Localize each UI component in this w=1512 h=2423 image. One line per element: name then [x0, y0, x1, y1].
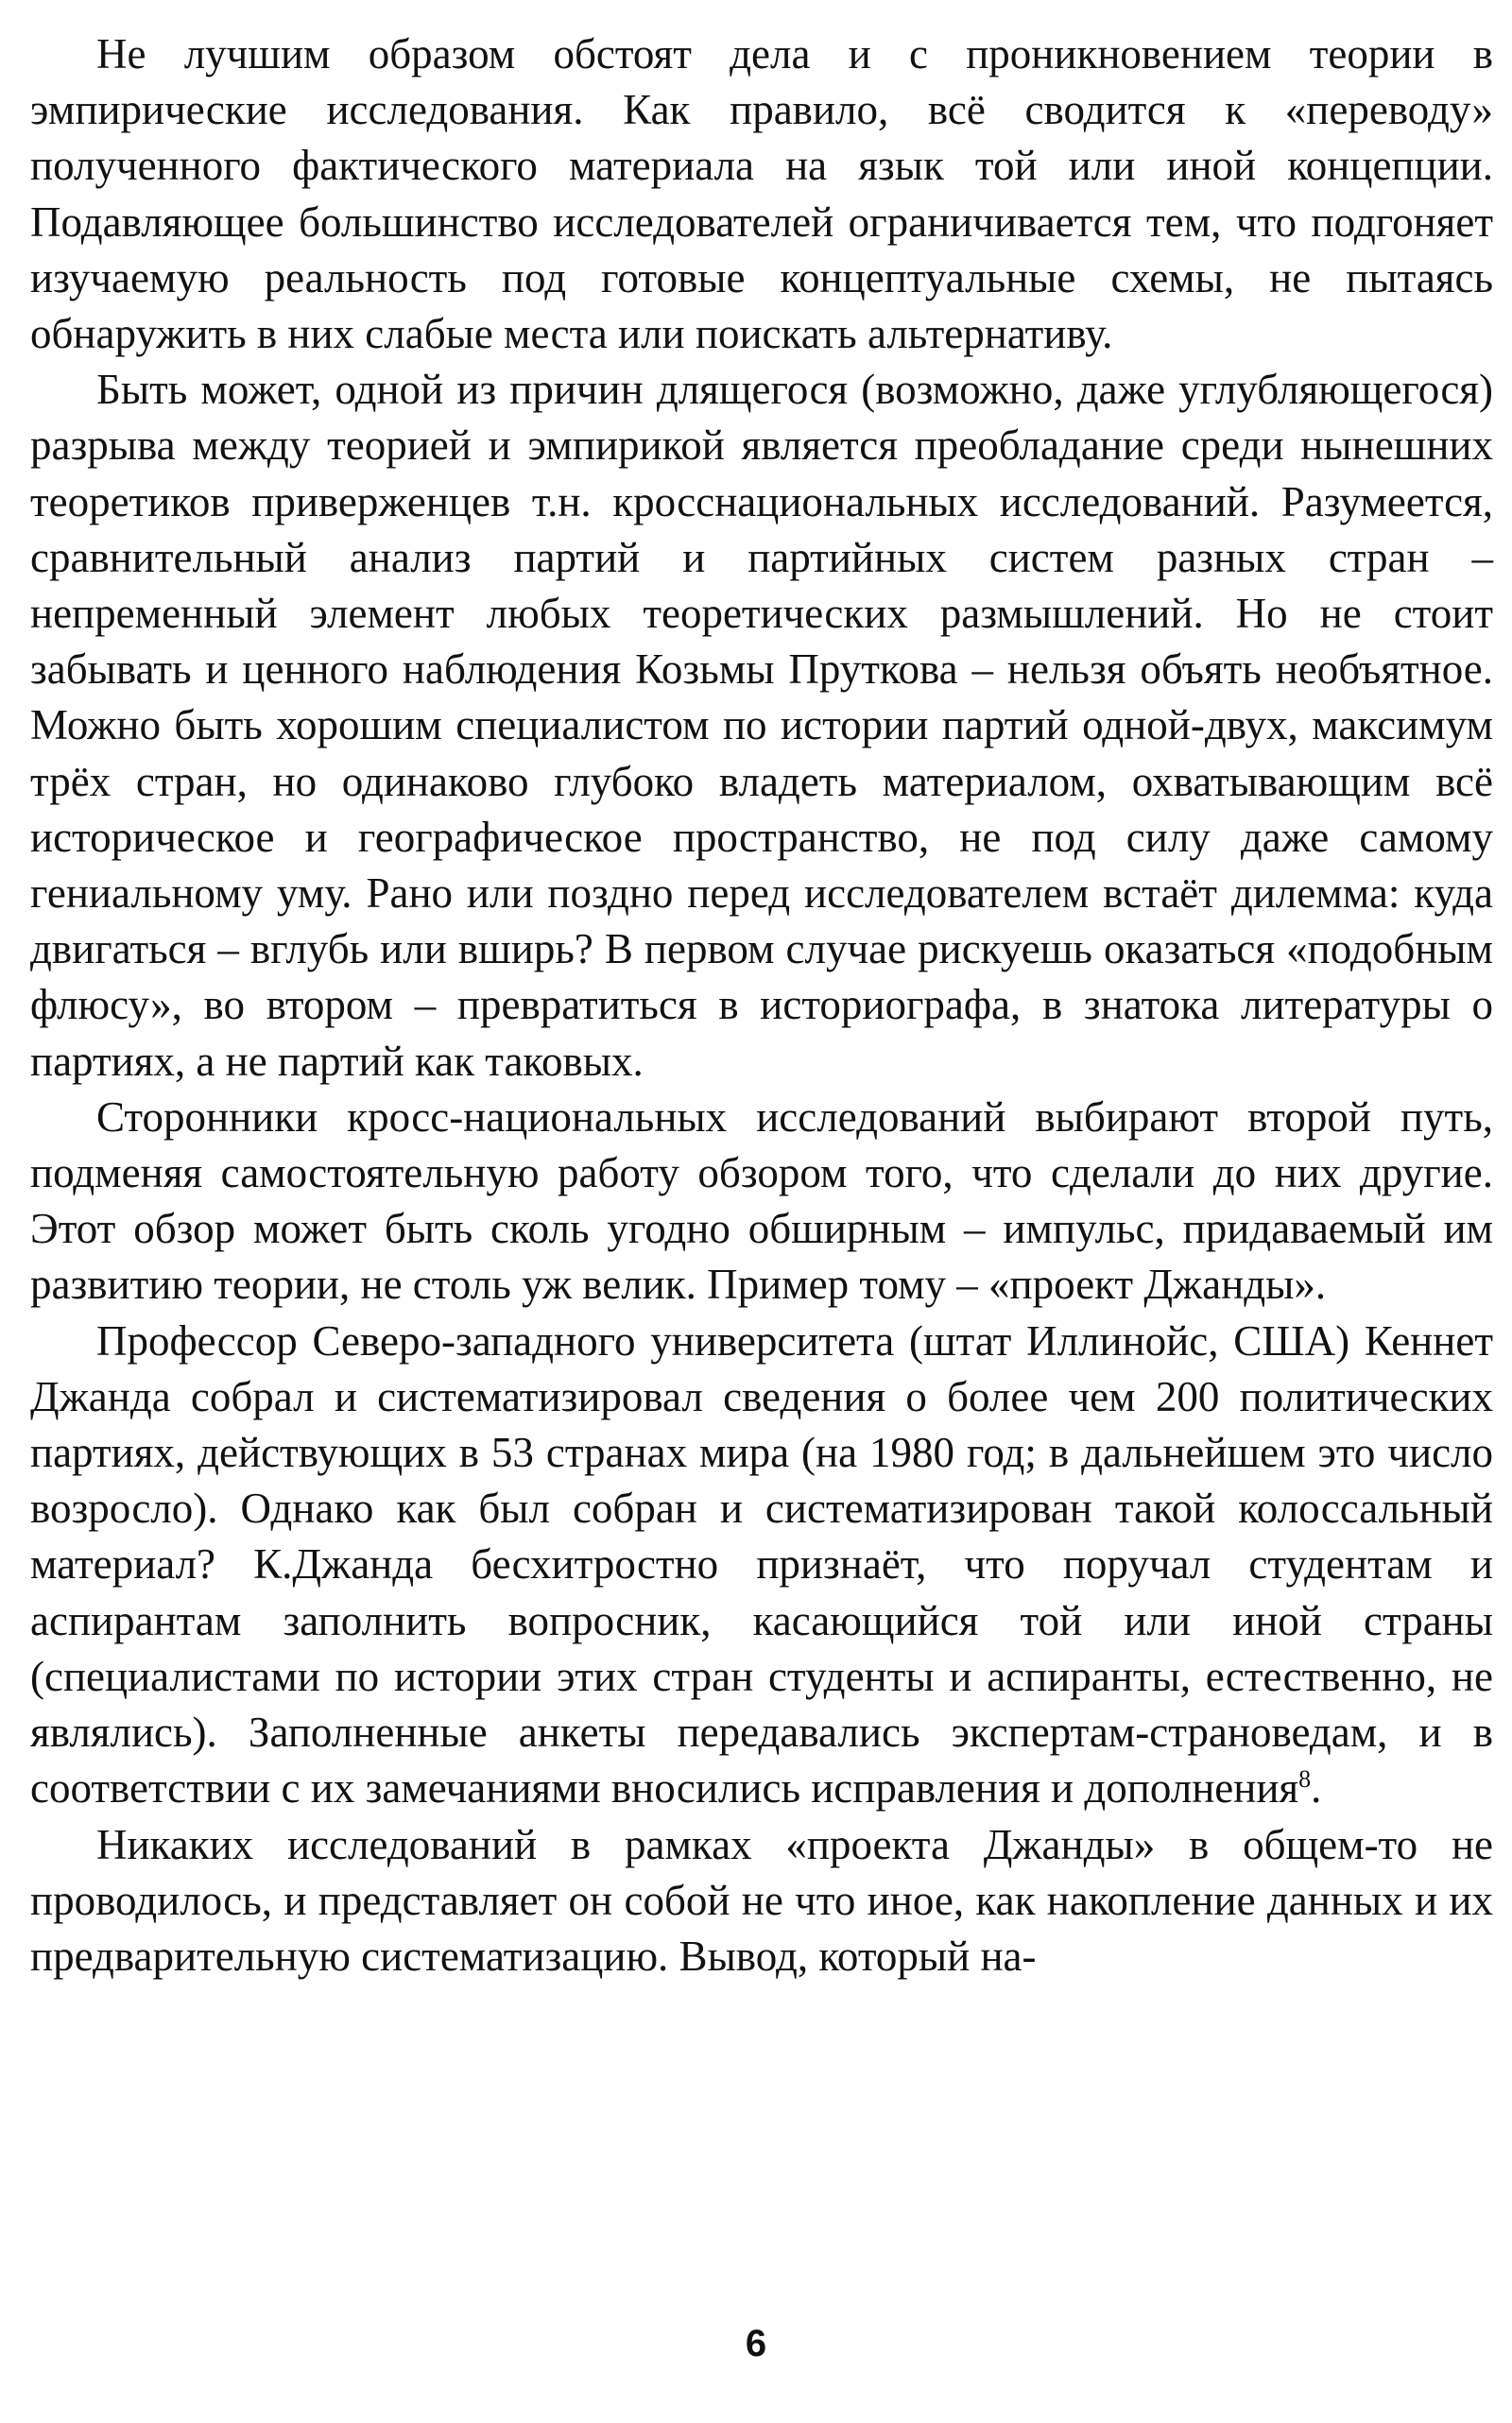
paragraph-4-text: Профессор Северо-западного университета (штат Иллинойс, США) Кеннет Джанда собрал и систематизировал сведения о более чем 200 политических партиях, действующих в 53 странах мира (на 1980 год; в дальнейшем это число возросло). Однако как был собран и систематизирован такой колоссальный материал? К.Джанда бесхитростно признаёт, что поручал студентам и аспирантам заполнить вопросник, касающийся той или иной страны (специалистами по истории этих стран студенты и аспиранты, естественно, не являлись). Заполненные анкеты передавались экспертам-страноведам, и в соответствии с их замечаниями вносились исправления и дополнения [30, 1316, 1493, 1813]
paragraph-3-text: Сторонники кросс-национальных исследований выбирают второй путь, подменяя самостоятельную работу обзором того, что сделали до них другие. Этот обзор может быть сколь угодно обширным – импульс, придаваемый им развитию теории, не столь уж велик. Пример тому – «проект Джанды». [30, 1092, 1493, 1309]
paragraph-5-text: Никаких исследований в рамках «проекта Джанды» в общем-то не проводилось, и представляет он собой не что иное, как накопление данных и их предварительную систематизацию. Вывод, который на- [30, 1820, 1493, 1980]
paragraph-1-text: Не лучшим образом обстоят дела и с проникновением теории в эмпирические исследования. Как правило, всё сводится к «переводу» полученного фактического материала на язык той или иной концепции. Подавляющее большинство исследователей ограничивается тем, что подгоняет изучаемую реальность под готовые концептуальные схемы, не пытаясь обнаружить в них слабые места или поискать альтернативу. [30, 30, 1493, 358]
paragraph-2-text: Быть может, одной из причин длящегося (возможно, даже углубляющегося) разрыва между теорией и эмпирикой является преобладание среди нынешних теоретиков приверженцев т.н. кросснациональных исследований. Разумеется, сравнительный анализ партий и партийных систем разных стран – непременный элемент любых теоретических размышлений. Но не стоит забывать и ценного наблюдения Козьмы Пруткова – нельзя объять необъятное. Можно быть хорошим специалистом по истории партий одной-двух, максимум трёх стран, но одинаково глубоко владеть материалом, охватывающим всё историческое и географическое пространство, не под силу даже самому гениальному уму. Рано или поздно перед исследователем встаёт дилемма: куда двигаться – вглубь или вширь? В первом случае рискуешь оказаться «подобным флюсу», во втором – превратиться в историографа, в знатока литературы о партиях, а не партий как таковых. [30, 366, 1493, 1085]
paragraph-3 [30, 1090, 1493, 1314]
document-page [30, 26, 1493, 1985]
page-number: 6 [745, 2323, 767, 2364]
paragraph-2 [30, 362, 1493, 1090]
paragraph-5 [30, 1817, 1493, 1985]
paragraph-4: Профессор Северо-западного университета (штат Иллинойс, США) Кеннет Джанда собрал и систематизировал сведения о более чем 200 политических партиях, действующих в 53 странах мира (на 1980 год; в дальнейшем это число возросло). Однако как был собран и систематизирован такой колоссальный материал? К.Джанда бесхитростно признаёт, что поручал студентам и аспирантам заполнить вопросник, касающийся той или иной страны (специалистами по истории этих стран студенты и аспиранты, естественно, не являлись). Заполненные анкеты передавались экспертам-страноведам, и в соответствии с их замечаниями вносились исправления и дополнения$^8$. [30, 1316, 1493, 1813]
footnote-marker[interactable]: 8 [1298, 1765, 1312, 1794]
paragraph-1 [30, 26, 1493, 362]
